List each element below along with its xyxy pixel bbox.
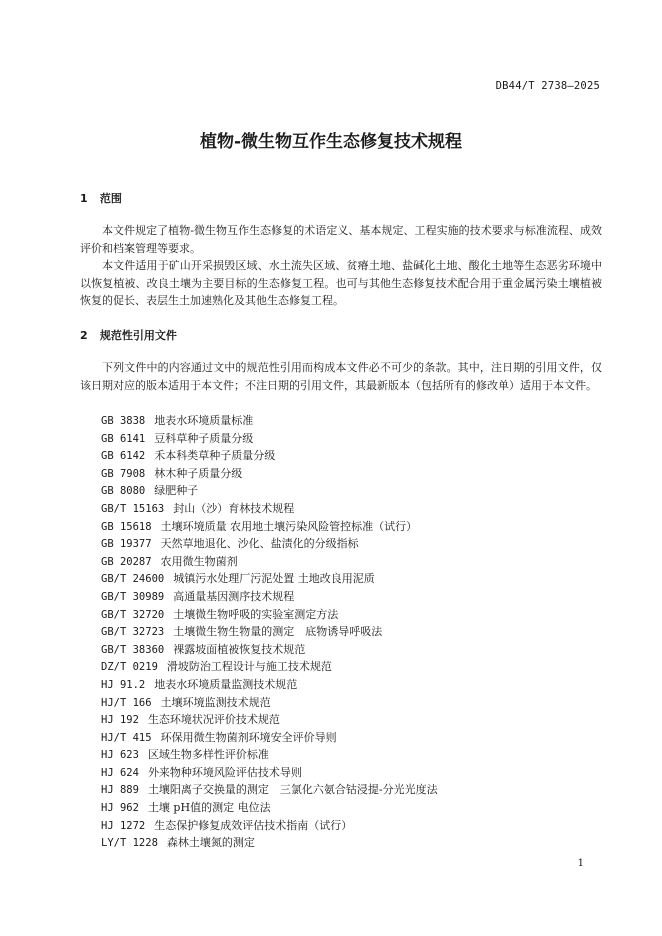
reference-item: [101, 834, 438, 852]
reference-code: HJ 91.2: [101, 678, 146, 691]
reference-title: 滑坡防治工程设计与施工技术规范: [166, 660, 332, 674]
reference-title: 地表水环境质量标准: [154, 414, 254, 427]
reference-code: GB 15618: [101, 520, 152, 533]
reference-title: 城镇污水处理厂污泥处置 土地改良用泥质: [173, 572, 375, 586]
page-number: 1: [577, 858, 584, 869]
reference-code: GB/T 30989: [101, 590, 165, 603]
section-1-heading: [80, 190, 122, 206]
document-code: DB44/T 2738—2025: [495, 80, 600, 92]
reference-title: 地表水环境质量监测技术规范: [154, 677, 298, 691]
section-2-number: 2: [80, 329, 88, 342]
reference-item: [101, 676, 438, 694]
reference-code: HJ/T 415: [101, 731, 152, 744]
reference-item: [101, 500, 438, 518]
reference-title: 土壤微生物呼吸的实验室测定方法: [173, 607, 339, 621]
reference-title: 禾本科类草种子质量分级: [154, 449, 276, 463]
reference-title: 天然草地退化、沙化、盐渍化的分级指标: [160, 537, 359, 551]
reference-title: 林木种子质量分级: [154, 466, 243, 480]
reference-title: 高通量基因测序技术规程: [173, 589, 295, 603]
reference-item: [101, 623, 438, 641]
reference-item: [101, 588, 438, 606]
reference-title: 土壤环境监测技术规范: [160, 695, 271, 709]
reference-item: [101, 764, 438, 782]
normative-references-list: [101, 412, 438, 852]
reference-title: 豆科草种子质量分级: [154, 431, 254, 445]
reference-item: [101, 729, 438, 747]
reference-title: 土壤环境质量 农用地土壤污染风险管控标准（试行）: [160, 519, 418, 533]
reference-title: 土壤 pH值的测定 电位法: [147, 801, 271, 815]
reference-item: [101, 799, 438, 817]
reference-title: 土壤阳离子交换量的测定 三氯化六氨合钴浸提-分光光度法: [147, 783, 438, 797]
reference-title: 环保用微生物菌剂环境安全评价导则: [160, 730, 337, 744]
reference-item: [101, 570, 438, 588]
reference-code: HJ 623: [101, 749, 139, 762]
reference-code: GB/T 15163: [101, 502, 165, 515]
reference-item: [101, 694, 438, 712]
reference-item: [101, 553, 438, 571]
reference-item: [101, 746, 438, 764]
reference-title: 土壤微生物生物量的测定 底物诱导呼吸法: [173, 625, 383, 639]
reference-code: GB 3838: [101, 415, 146, 427]
section-2-title: 规范性引用文件: [99, 329, 177, 342]
reference-item: [101, 606, 438, 624]
reference-title: 绿肥种子: [154, 484, 199, 498]
section-1-title: 范围: [99, 192, 122, 205]
reference-item: [101, 711, 438, 729]
reference-code: GB 19377: [101, 538, 152, 551]
reference-code: GB/T 32723: [101, 626, 165, 639]
reference-code: LY/T 1228: [101, 837, 158, 850]
reference-code: GB/T 38360: [101, 643, 165, 656]
reference-item: [101, 412, 438, 430]
reference-item: [101, 641, 438, 659]
reference-item: [101, 482, 438, 500]
reference-title: 农用微生物菌剂: [160, 554, 238, 568]
reference-title: 森林土壤氮的测定: [166, 836, 255, 850]
reference-code: HJ/T 166: [101, 696, 152, 709]
reference-item: [101, 658, 438, 676]
section-2-heading: [80, 327, 177, 343]
reference-item: [101, 781, 438, 799]
section-1-paragraph-2: 本文件适用于矿山开采损毁区域、水土流失区域、贫瘠土地、盐碱化土地、酸化土地等生态恶劣环境中以恢复植被、改良土壤为主要目标的生态修复工程。也可与其他生态修复技术配合用于重金属污染土壤植被恢复的促长、表层生土加速熟化及其他生态修复工程。: [80, 259, 602, 307]
reference-item: [101, 430, 438, 448]
reference-title: 生态环境状况评价技术规范: [147, 713, 280, 727]
reference-code: HJ 1272: [101, 819, 146, 832]
reference-item: [101, 817, 438, 835]
reference-code: GB 7908: [101, 467, 146, 480]
reference-code: GB/T 32720: [101, 608, 165, 621]
reference-code: HJ 962: [101, 802, 139, 815]
reference-title: 外来物种环境风险评估技术导则: [147, 765, 302, 779]
section-1-paragraph-1: 本文件规定了植物-微生物互作生态修复的术语定义、基本规定、工程实施的技术要求与标准流程、成效评价和档案管理等要求。: [80, 224, 602, 255]
reference-item: [101, 465, 438, 483]
reference-title: 裸露坡面植被恢复技术规范: [173, 642, 306, 656]
reference-code: GB/T 24600: [101, 573, 165, 586]
reference-code: GB 20287: [101, 555, 152, 568]
reference-code: HJ 192: [101, 714, 139, 727]
reference-title: 生态保护修复成效评估技术指南（试行）: [154, 818, 353, 832]
reference-code: HJ 889: [101, 784, 139, 797]
reference-title: 区域生物多样性评价标准: [147, 748, 269, 762]
reference-title: 封山（沙）育林技术规程: [173, 501, 295, 515]
reference-code: DZ/T 0219: [101, 661, 158, 674]
document-title: 植物-微生物互作生态修复技术规程: [199, 132, 463, 152]
section-1-number: 1: [80, 192, 88, 205]
section-2-paragraph-1: 下列文件中的内容通过文中的规范性引用而构成本文件必不可少的条款。其中，注日期的引用文件，仅该日期对应的版本适用于本文件；不注日期的引用文件，其最新版本（包括所有的修改单）适用于本文件。: [80, 361, 602, 392]
reference-code: GB 6141: [101, 432, 146, 445]
reference-item: [101, 535, 438, 553]
reference-code: GB 8080: [101, 485, 146, 498]
reference-code: HJ 624: [101, 766, 139, 779]
reference-item: [101, 447, 438, 465]
reference-code: GB 6142: [101, 450, 146, 463]
reference-item: [101, 518, 438, 536]
